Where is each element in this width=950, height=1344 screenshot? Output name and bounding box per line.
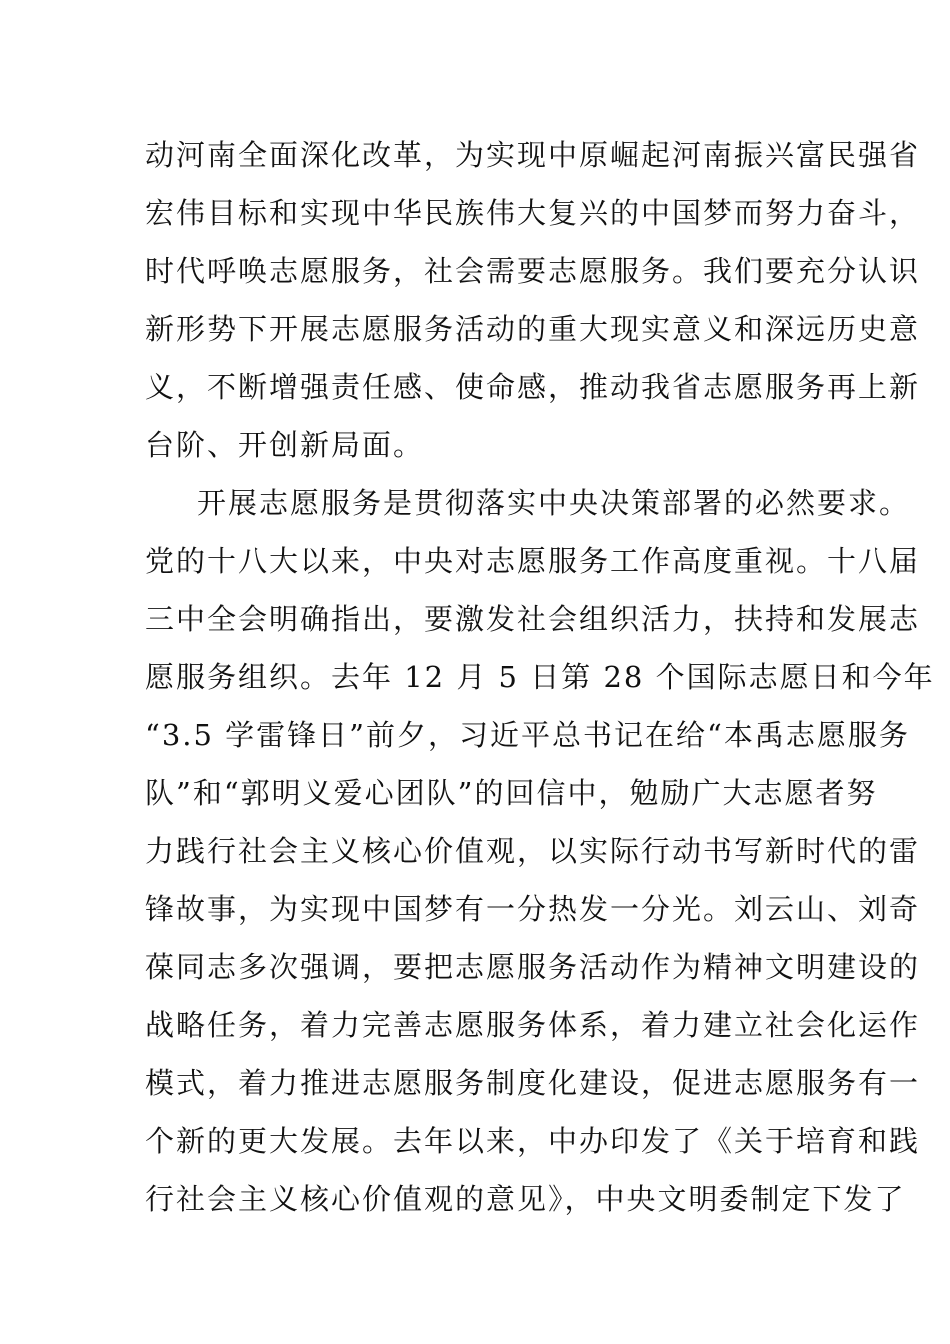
paragraph-1-line-5: 义，不断增强责任感、使命感，推动我省志愿服务再上新 [145, 370, 921, 404]
paragraph-1-line-4: 新形势下开展志愿服务活动的重大现实意义和深远历史意 [145, 312, 921, 346]
paragraph-2-line-4: 愿服务组织。去年 12 月 5 日第 28 个国际志愿日和今年 [145, 660, 935, 694]
paragraph-2-line-7: 力践行社会主义核心价值观，以实际行动书写新时代的雷 [145, 834, 921, 868]
paragraph-2-line-3: 三中全会明确指出，要激发社会组织活力，扶持和发展志 [145, 602, 921, 636]
paragraph-2-line-12: 个新的更大发展。去年以来，中办印发了《关于培育和践 [145, 1124, 921, 1158]
paragraph-1-line-1: 动河南全面深化改革，为实现中原崛起河南振兴富民强省 [145, 138, 921, 172]
paragraph-1-line-3: 时代呼唤志愿服务，社会需要志愿服务。我们要充分认识 [145, 254, 921, 288]
paragraph-2-line-5: “3.5 学雷锋日”前夕，习近平总书记在给“本禹志愿服务 [145, 718, 910, 752]
paragraph-2-line-2: 党的十八大以来，中央对志愿服务工作高度重视。十八届 [145, 544, 921, 578]
paragraph-2-line-13: 行社会主义核心价值观的意见》，中央文明委制定下发了 [145, 1182, 906, 1216]
paragraph-2-line-10: 战略任务，着力完善志愿服务体系，着力建立社会化运作 [145, 1008, 921, 1042]
paragraph-2-line-11: 模式，着力推进志愿服务制度化建设，促进志愿服务有一 [145, 1066, 921, 1100]
paragraph-2-line-9: 葆同志多次强调，要把志愿服务活动作为精神文明建设的 [145, 950, 921, 984]
paragraph-2-line-8: 锋故事，为实现中国梦有一分热发一分光。刘云山、刘奇 [145, 892, 921, 926]
paragraph-1-line-6: 台阶、开创新局面。 [145, 428, 425, 462]
paragraph-2-line-6: 队”和“郭明义爱心团队”的回信中，勉励广大志愿者努 [145, 776, 878, 810]
paragraph-2-line-1: 开展志愿服务是贯彻落实中央决策部署的必然要求。 [197, 486, 911, 520]
paragraph-1-line-2: 宏伟目标和实现中华民族伟大复兴的中国梦而努力奋斗， [145, 196, 921, 230]
